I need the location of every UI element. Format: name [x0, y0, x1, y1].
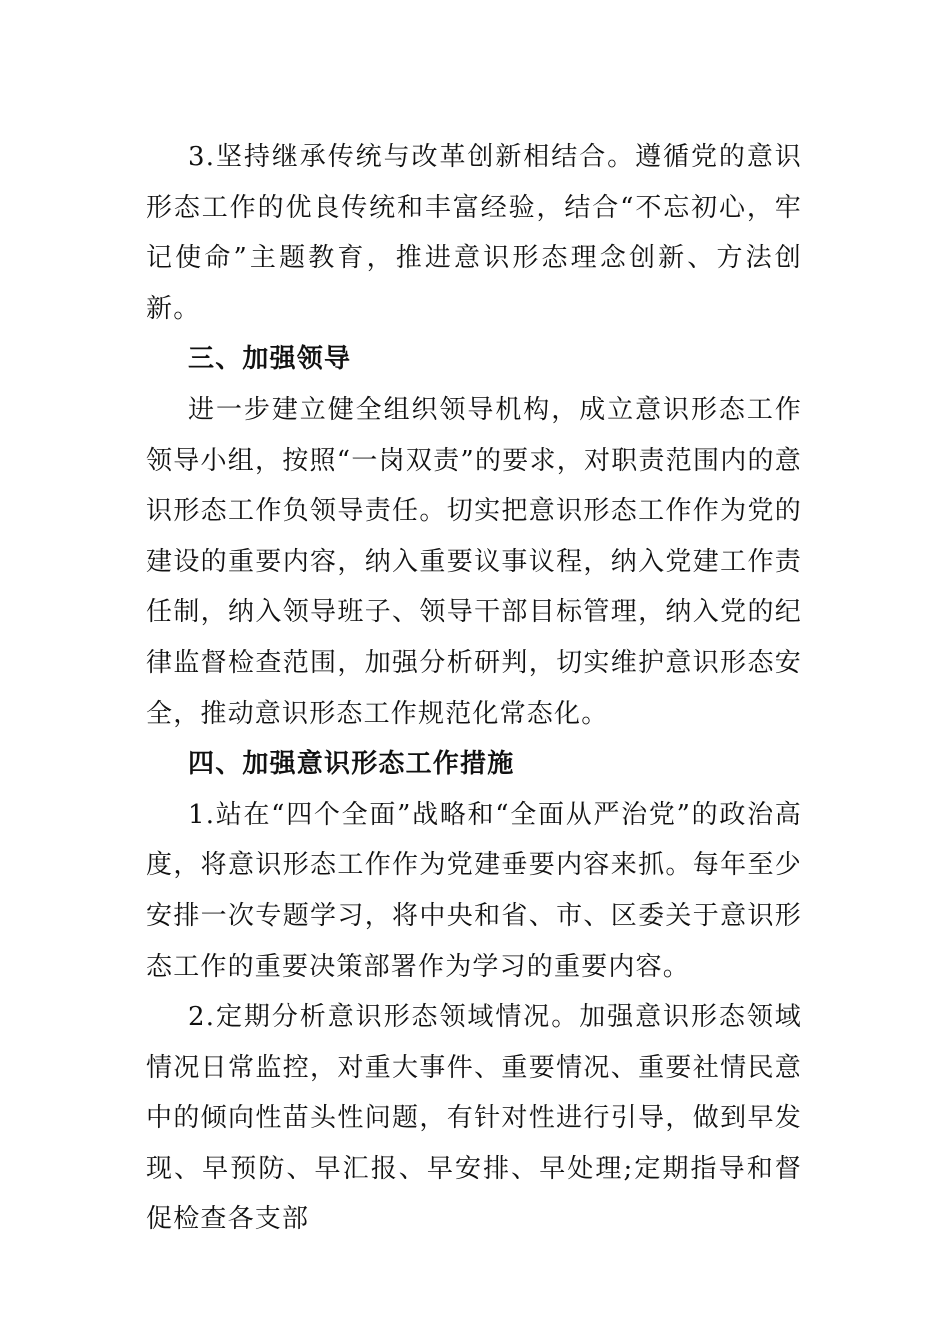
paragraph-measure-1: 1.站在“四个全面”战略和“全面从严治党”的政治高度，将意识形态工作作为党建垂要内容来抓。每年至少安排一次专题学习，将中央和省、市、区委关于意识形态工作的重要决策部署作为学习的重要内容。 — [146, 799, 802, 982]
paragraph-measure-2: 2.定期分析意识形态领域情况。加强意识形态领域情况日常监控，对重大事件、重要情况、重要社情民意中的倾向性苗头性问题，有针对性进行引导，做到早发现、早预防、早汇报、早安排、早处理;定期指导和督促检查各支部 — [146, 1002, 802, 1235]
paragraph-leadership: 进一步建立健全组织领导机构，成立意识形态工作领导小组，按照“一岗双责”的要求，对职责范围内的意识形态工作负领导责任。切实把意识形态工作作为党的建设的重要内容，纳入重要议事议程，纳入党建工作责任制，纳入领导班子、领导干部目标管理，纳入党的纪律监督检查范围，加强分析研判，切实维护意识形态安全，推动意识形态工作规范化常态化。 — [146, 394, 802, 729]
section-heading-3: 三、加强领导 — [188, 344, 352, 375]
document-body — [146, 132, 802, 1245]
section-heading-4: 四、加强意识形态工作措施 — [188, 749, 515, 780]
paragraph-principle-3: 3.坚持继承传统与改革创新相结合。遵循党的意识形态工作的优良传统和丰富经验，结合“不忘初心，牢记使命”主题教育，推进意识形态理念创新、方法创新。 — [146, 142, 802, 324]
